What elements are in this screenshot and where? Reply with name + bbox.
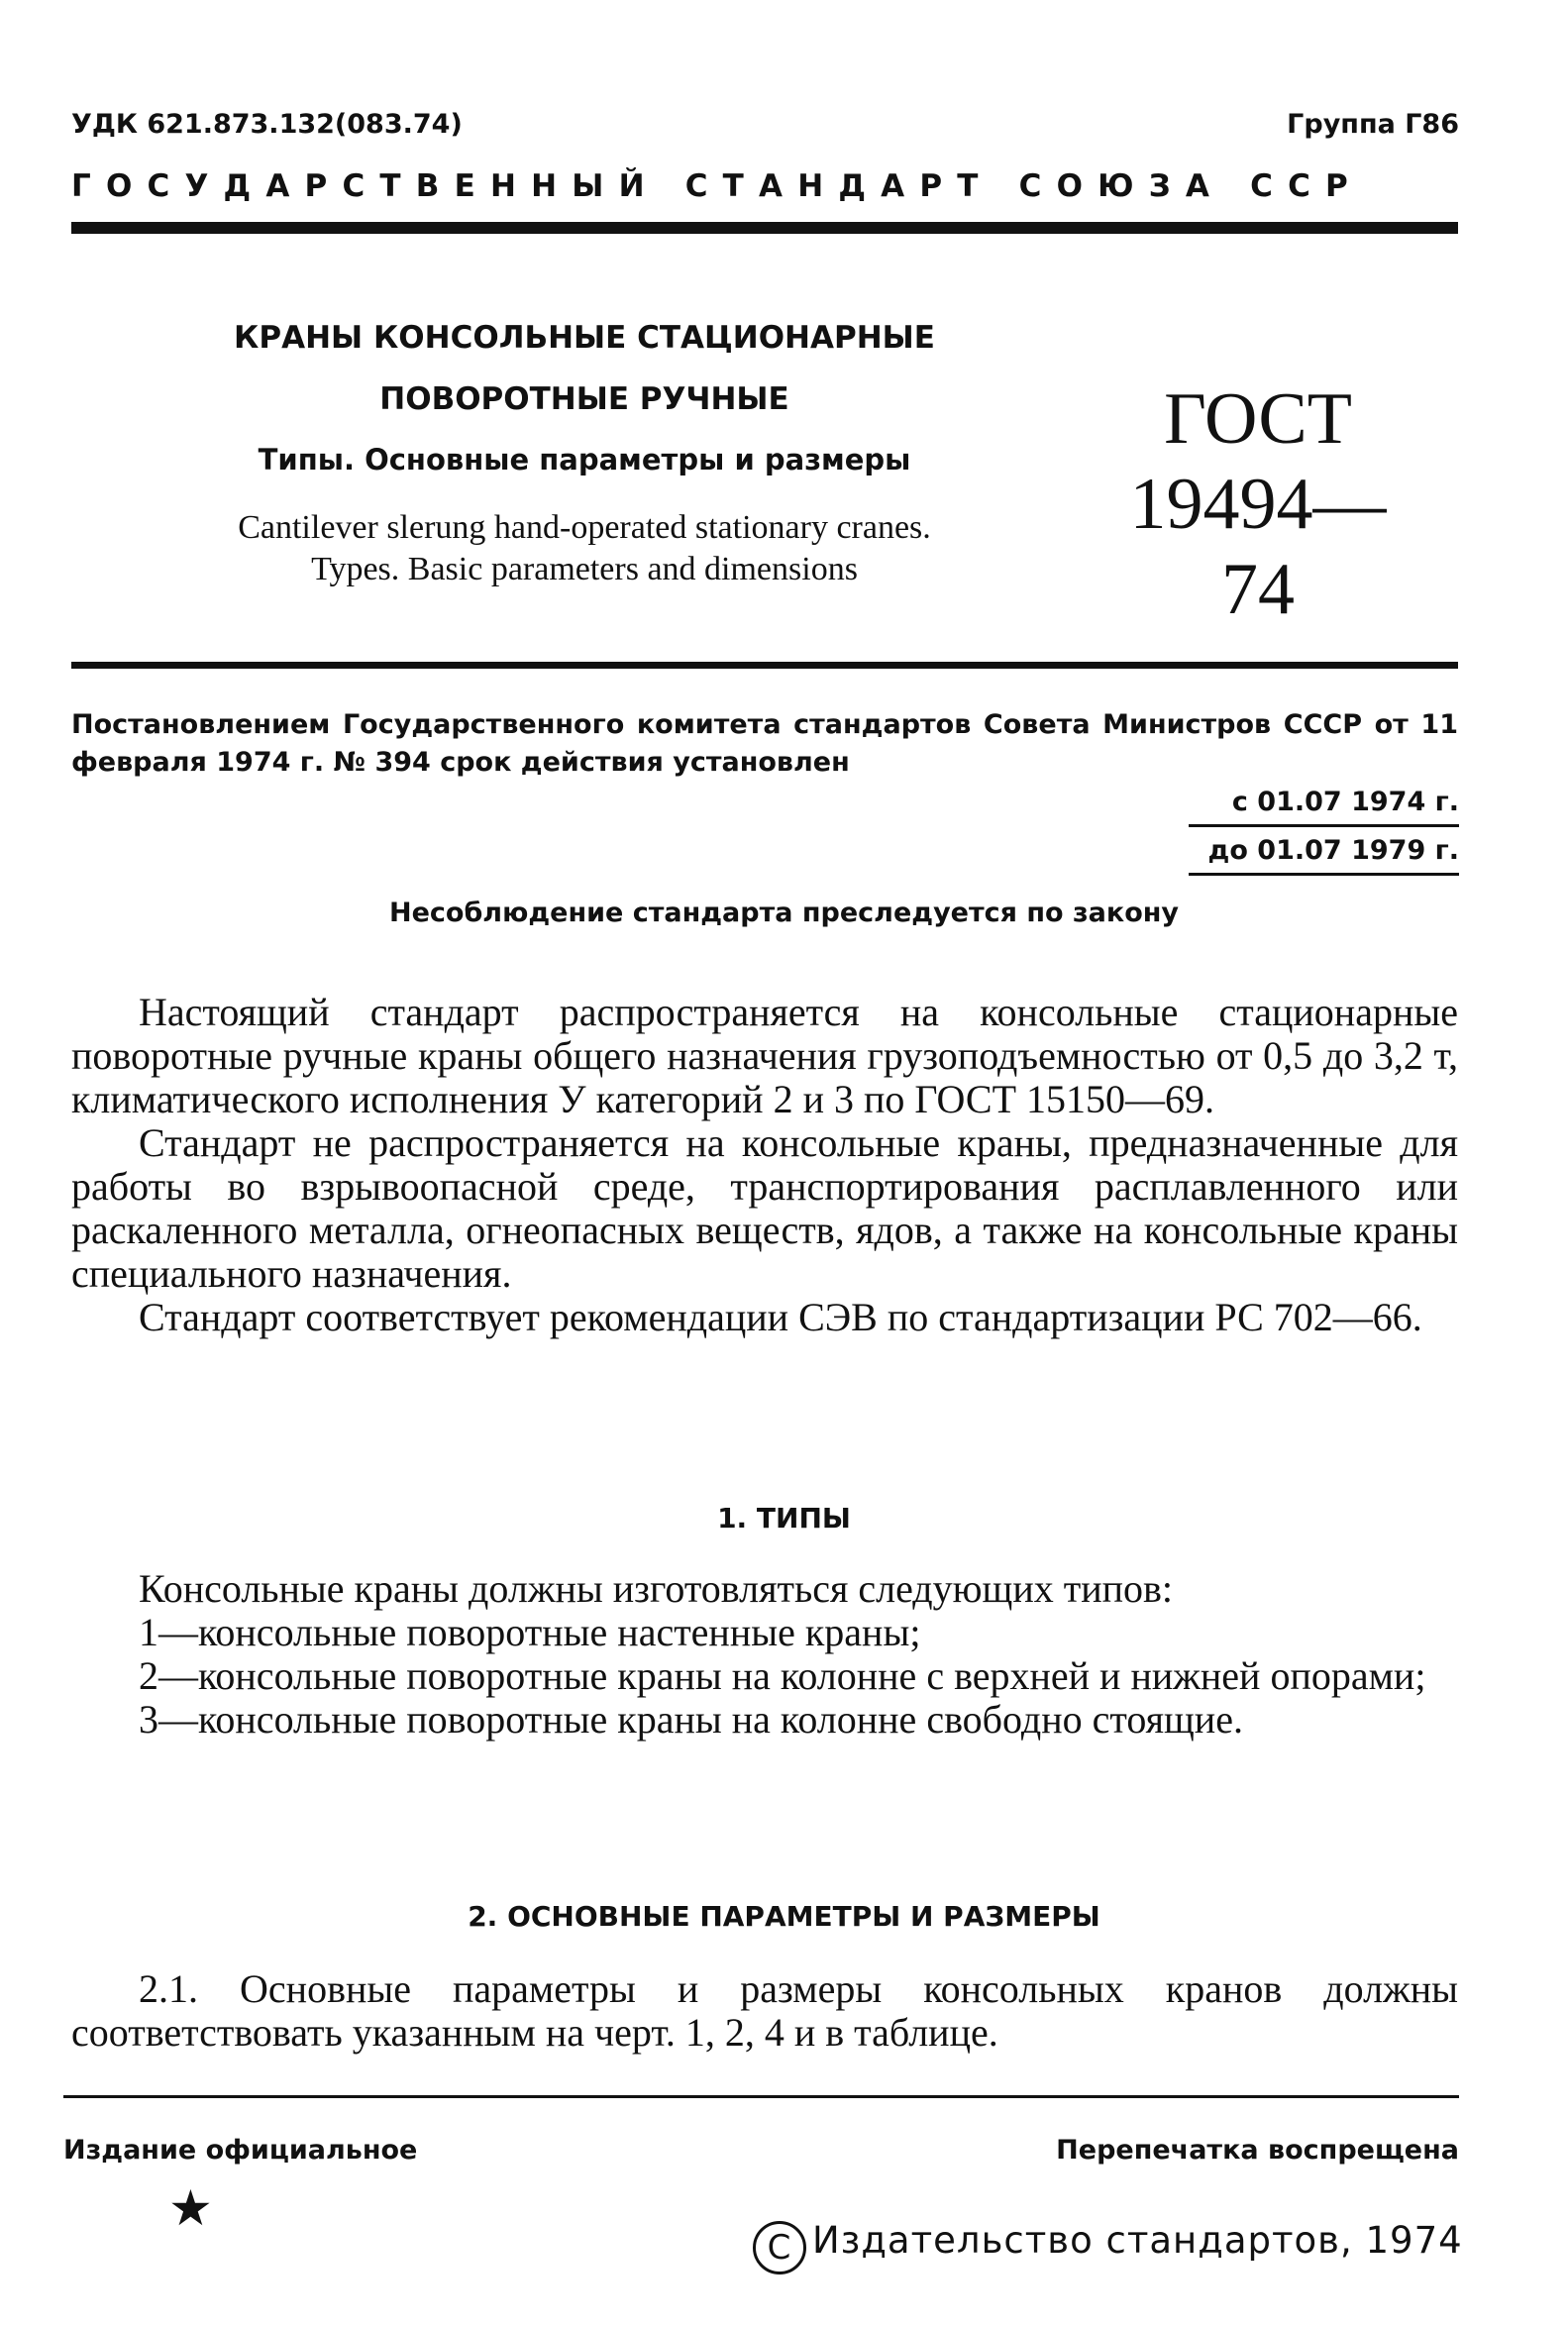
- section-2-heading: 2. ОСНОВНЫЕ ПАРАМЕТРЫ И РАЗМЕРЫ: [468, 1900, 1100, 1933]
- footer-rule: [63, 2095, 1459, 2098]
- type-item-1: 1—консольные поворотные настенные краны;: [139, 1610, 921, 1654]
- gost-designation: [1099, 376, 1416, 632]
- publisher-name: Издательство стандартов, 1974: [812, 2219, 1463, 2262]
- english-title: [139, 507, 1030, 590]
- intro-section: [71, 991, 1458, 1339]
- clause-2-1: 2.1. Основные параметры и размеры консольных кранов должны соответствовать указанным на черт. 1, 2, 4 и в таблице.: [71, 1966, 1458, 2055]
- header-thick-rule: [71, 222, 1458, 234]
- english-title-line-1: Cantilever slerung hand-operated stationary cranes.: [238, 509, 931, 546]
- intro-paragraph-3: Стандарт соответствует рекомендации СЭВ по стандартизации РС 702—66.: [139, 1295, 1422, 1339]
- udc-code: УДК 621.873.132(083.74): [71, 109, 463, 140]
- official-edition-label: Издание официальное: [63, 2135, 418, 2166]
- intro-paragraph-1: Настоящий стандарт распространяется на консольные стационарные поворотные ручные краны общего назначения грузоподъемностью от 0,5 до 3,2 т, климатического исполнения У категорий 2 и 3 по ГОСТ 15150—69.: [71, 990, 1458, 1121]
- state-standard-banner: ГОСУДАРСТВЕННЫЙ СТАНДАРТ СОЮЗА ССР: [71, 168, 1363, 204]
- type-item-3: 3—консольные поворотные краны на колонне свободно стоящие.: [139, 1697, 1243, 1742]
- types-intro: Консольные краны должны изготовляться следующих типов:: [139, 1566, 1174, 1611]
- title-line-1: КРАНЫ КОНСОЛЬНЫЕ СТАЦИОНАРНЫЕ: [234, 320, 935, 356]
- reprint-prohibited-label: Перепечатка воспрещена: [1056, 2135, 1459, 2166]
- title-line-2: ПОВОРОТНЫЕ РУЧНЫЕ: [379, 381, 789, 417]
- section-2-body: [71, 1967, 1458, 2055]
- date-to-underline: [1189, 873, 1459, 876]
- law-notice: Несоблюдение стандарта преследуется по закону: [388, 898, 1180, 928]
- star-icon: ★: [168, 2180, 213, 2236]
- copyright-icon: C: [753, 2221, 806, 2274]
- copyright-line: [753, 2219, 1463, 2274]
- section-1-body: [71, 1567, 1458, 1742]
- title-bottom-rule: [71, 662, 1458, 669]
- gost-label: ГОСТ: [1164, 378, 1352, 460]
- gost-number: 19494—74: [1129, 464, 1387, 630]
- group-code: Группа Г86: [1287, 109, 1459, 140]
- title-block: [139, 307, 1030, 590]
- title-subtitle: Типы. Основные параметры и размеры: [258, 443, 911, 476]
- section-1-heading: 1. ТИПЫ: [717, 1502, 851, 1534]
- intro-paragraph-2: Стандарт не распространяется на консольные краны, предназначенные для работы во взрывоопасной среде, транспортирования расплавленного или раскаленного металла, огнеопасных веществ, ядов, а также на консольные краны специального назначения.: [71, 1120, 1458, 1296]
- effective-to-date: до 01.07 1979 г.: [1207, 835, 1459, 866]
- decree-text: Постановлением Государственного комитета стандартов Совета Министров СССР от 11 февраля 1974 г. № 394 срок действия установлен: [71, 709, 1458, 778]
- type-item-2: 2—консольные поворотные краны на колонне с верхней и нижней опорами;: [139, 1653, 1426, 1698]
- date-from-underline: [1189, 824, 1459, 827]
- english-title-line-2: Types. Basic parameters and dimensions: [311, 551, 858, 587]
- effective-from-date: с 01.07 1974 г.: [1231, 787, 1459, 817]
